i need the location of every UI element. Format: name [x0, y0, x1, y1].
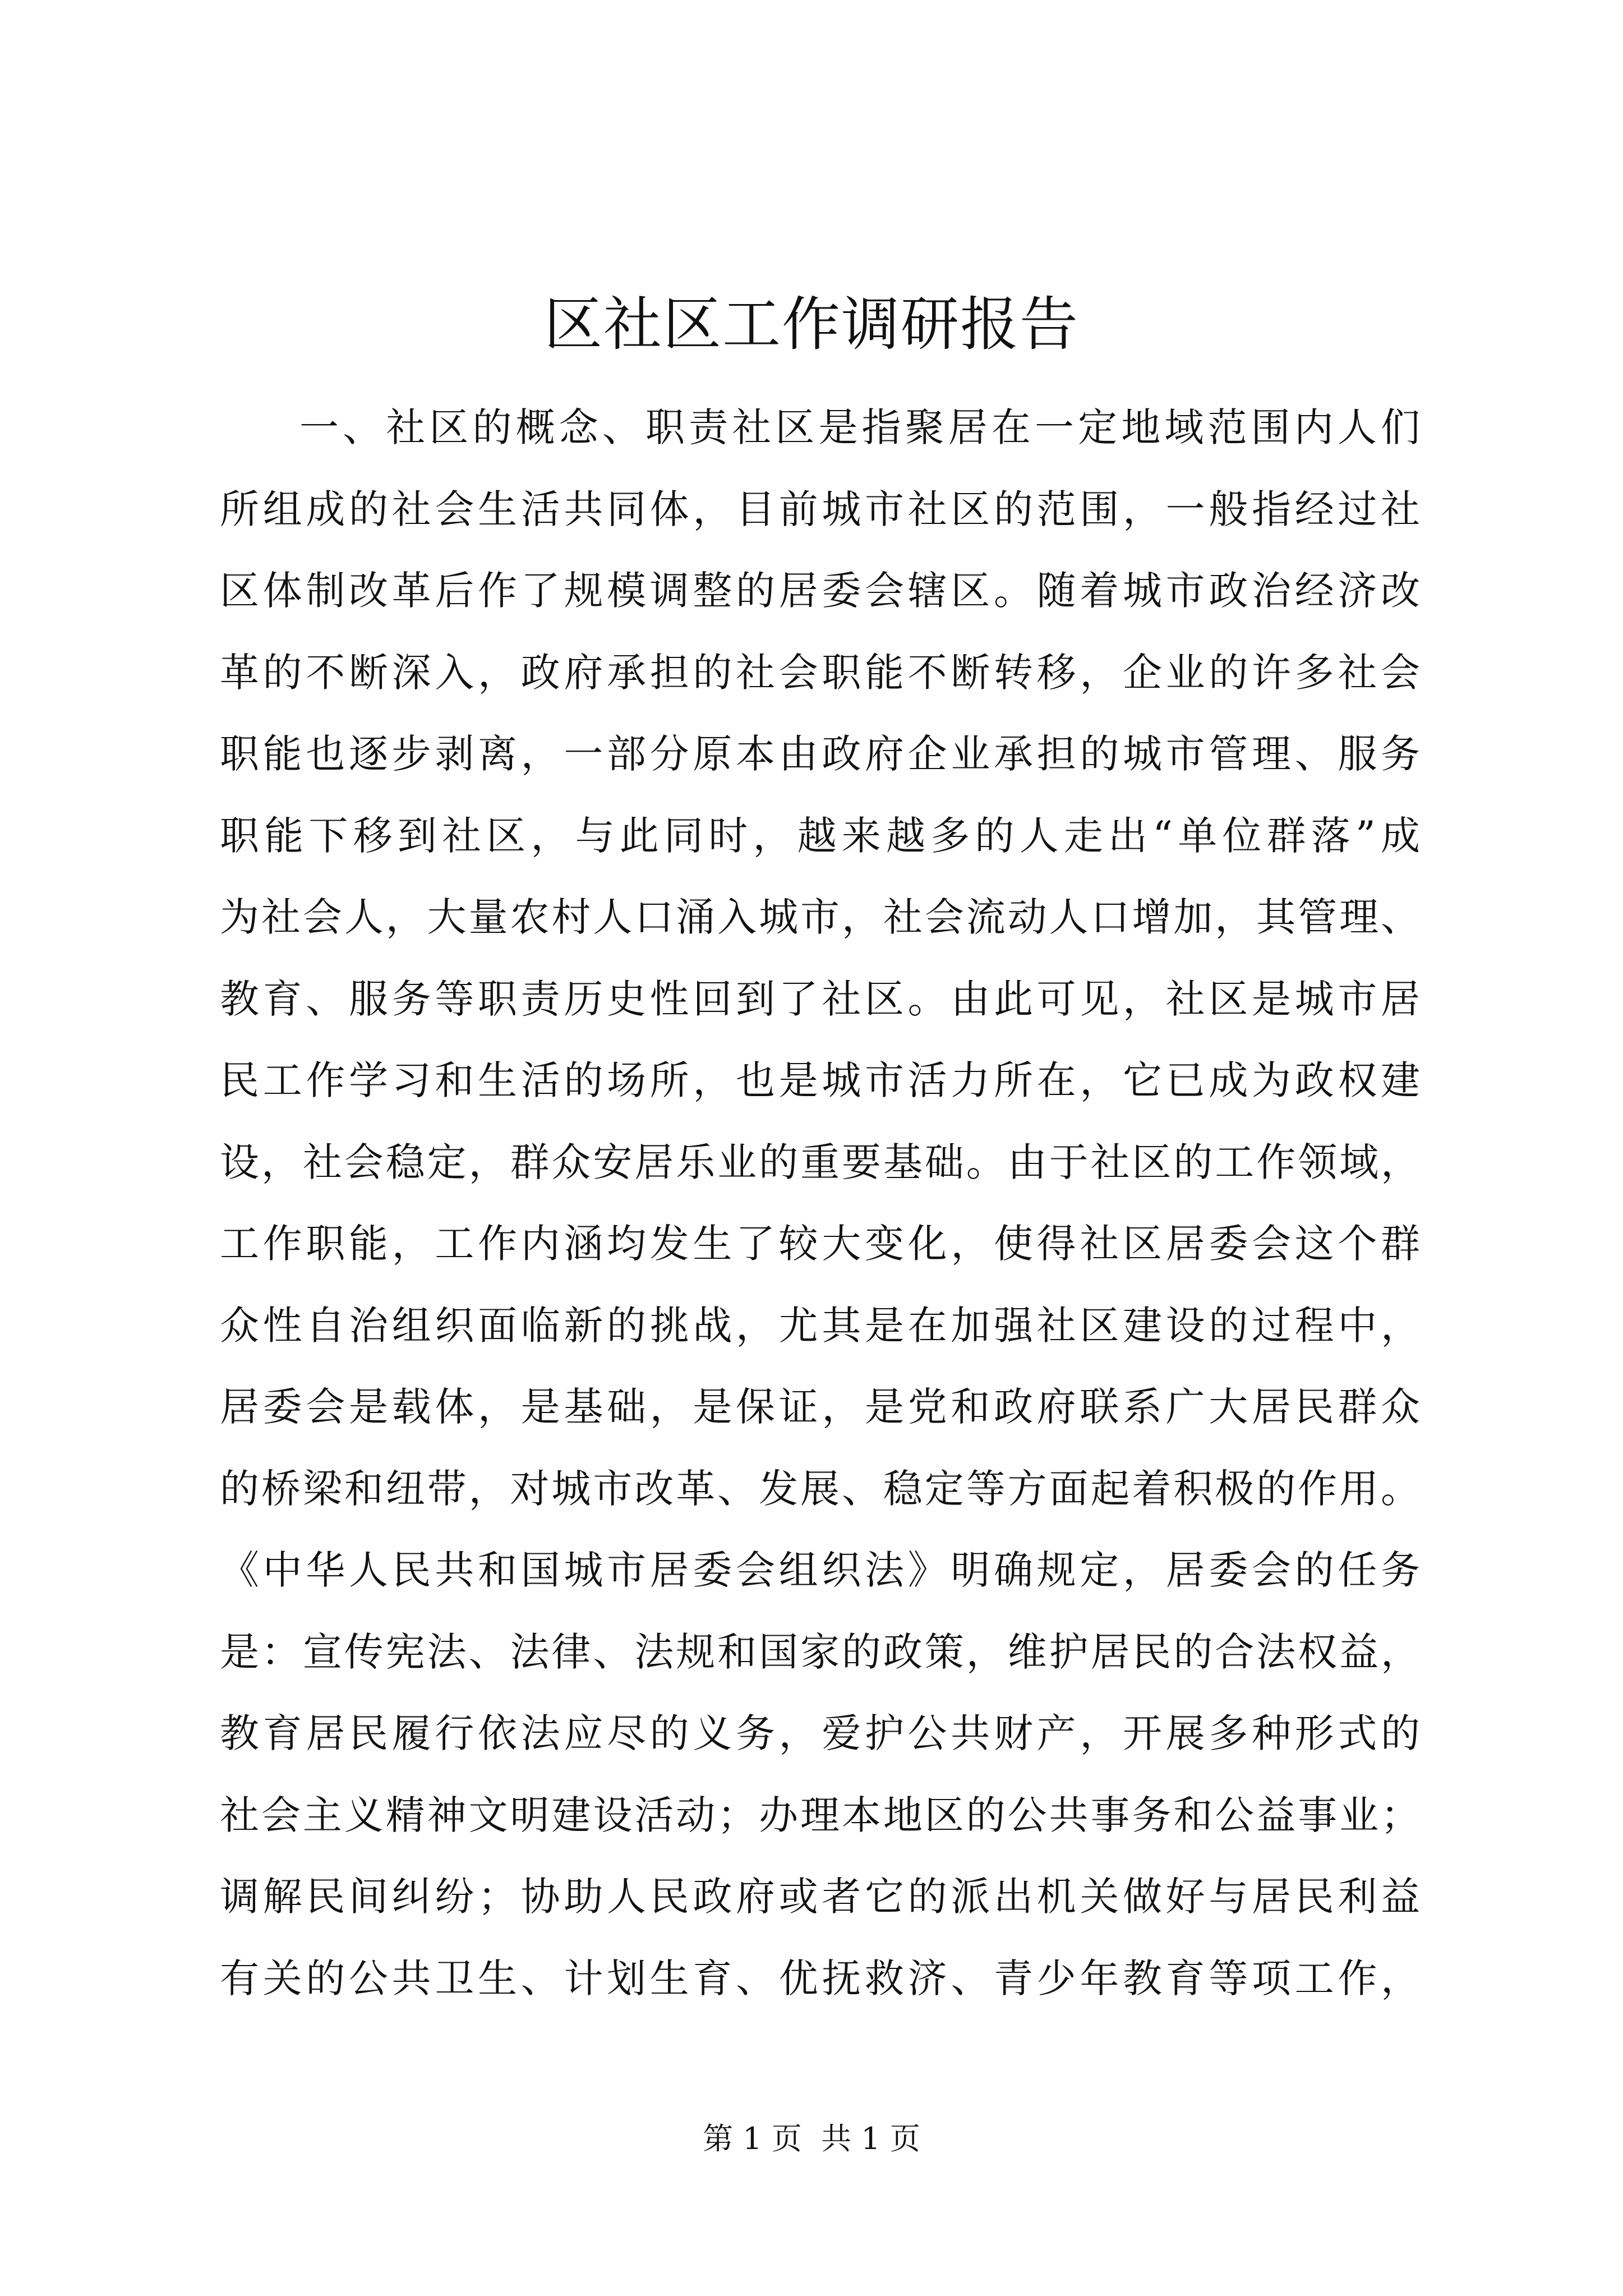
text-line: 工作职能，工作内涵均发生了较大变化，使得社区居委会这个群 [220, 1221, 1420, 1267]
text-line: 是：宣传宪法、法律、法规和国家的政策，维护居民的合法权益， [220, 1628, 1420, 1675]
text-line: 调解民间纠纷；协助人民政府或者它的派出机关做好与居民利益 [220, 1874, 1420, 1920]
text-line: 民工作学习和生活的场所，也是城市活力所在，它已成为政权建 [220, 1057, 1420, 1103]
text-line: 的桥梁和纽带，对城市改革、发展、稳定等方面起着积极的作用。 [220, 1465, 1420, 1512]
text-line: 所组成的社会生活共同体，目前城市社区的范围，一般指经过社 [220, 486, 1420, 532]
text-line: 众性自治组织面临新的挑战，尤其是在加强社区建设的过程中， [220, 1302, 1420, 1349]
text-line: 职能下移到社区，与此同时，越来越多的人走出“单位群落”成 [220, 812, 1420, 859]
text-line: 居委会是载体，是基础，是保证，是党和政府联系广大居民群众 [220, 1384, 1420, 1430]
text-line: 有关的公共卫生、计划生育、优抚救济、青少年教育等项工作， [220, 1955, 1420, 2001]
text-line: 为社会人，大量农村人口涌入城市，社会流动人口增加，其管理、 [220, 894, 1420, 940]
text-line: 教育居民履行依法应尽的义务，爱护公共财产，开展多种形式的 [220, 1710, 1420, 1756]
text-line: 《中华人民共和国城市居委会组织法》明确规定，居委会的任务 [220, 1547, 1420, 1593]
text-line: 教育、服务等职责历史性回到了社区。由此可见，社区是城市居 [220, 976, 1420, 1022]
text-line: 区体制改革后作了规模调整的居委会辖区。随着城市政治经济改 [220, 568, 1420, 614]
page-footer: 第 1 页 共 1 页 [703, 2121, 920, 2156]
text-line: 革的不断深入，政府承担的社会职能不断转移，企业的许多社会 [220, 649, 1420, 696]
text-line: 一、社区的概念、职责社区是指聚居在一定地域范围内人们 [299, 404, 1420, 450]
document-title: 区社区工作调研报告 [543, 290, 1079, 358]
text-line: 职能也逐步剥离，一部分原本由政府企业承担的城市管理、服务 [220, 731, 1420, 777]
text-line: 设，社会稳定，群众安居乐业的重要基础。由于社区的工作领域， [220, 1139, 1420, 1185]
body-text [220, 387, 1420, 2019]
text-line: 社会主义精神文明建设活动；办理本地区的公共事务和公益事业； [220, 1792, 1420, 1838]
